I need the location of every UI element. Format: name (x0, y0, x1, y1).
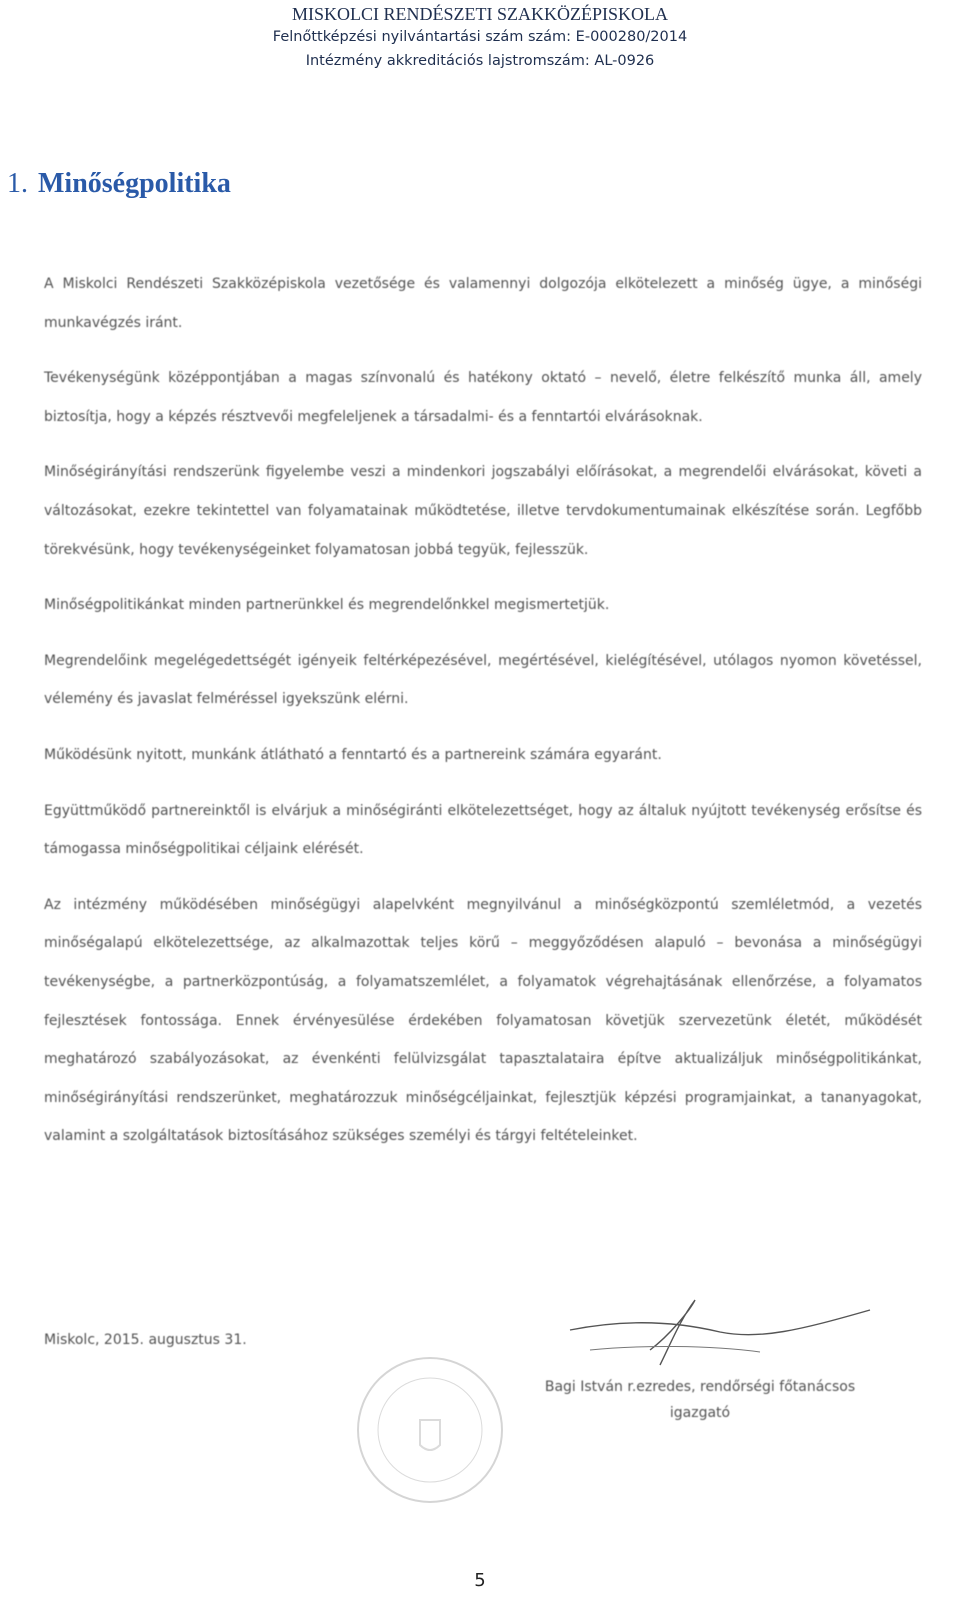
signer-role: igazgató (669, 1405, 731, 1421)
place-and-date: Miskolc, 2015. augusztus 31. (44, 1332, 247, 1348)
page-header (0, 0, 960, 73)
section-number: 1. (7, 168, 28, 199)
paragraph: Tevékenységünk középpontjában a magas színvonalú és hatékony oktató – nevelő, életre felkészítő munka áll, amely biztosítja, hogy a képzés résztvevői megfeleljenek a társadalmi- és a fenntartói elvárásoknak. (44, 370, 922, 425)
signer-block (520, 1374, 880, 1426)
paragraph: Minőségpolitikánkat minden partnerünkkel és megrendelőnkkel megismertetjük. (44, 597, 610, 614)
paragraph: A Miskolci Rendészeti Szakközépiskola vezetősége és valamennyi dolgozója elkötelezett a minőség ügye, a minőségi munkavégzés iránt. (44, 276, 922, 331)
paragraph: Működésünk nyitott, munkánk átlátható a fenntartó és a partnereink számára egyaránt. (44, 746, 662, 763)
section-heading (7, 168, 231, 200)
registration-number: Felnőttképzési nyilvántartási szám szám: E-000280/2014 (272, 29, 688, 45)
paragraph: Együttműködő partnereinktől is elvárjuk a minőségiránti elkötelezettséget, hogy az általuk nyújtott tevékenység erősítse és támogassa minőségpolitikai céljaink elérését. (44, 802, 922, 858)
paragraph: Megrendelőink megelégedettségét igényeik feltérképezésével, megértésével, kielégítésével, utólagos nyomon követéssel, vélemény és javaslat felméréssel igyekszünk elérni. (44, 652, 922, 708)
paragraph: Minőségirányítási rendszerünk figyelembe veszi a mindenkori jogszabályi előírásokat, a megrendelői elvárásokat, követi a változásokat, ezekre tekintettel van folyamatainak működtetése, illetve tervdokumentumainak elkészítése során. Legfőbb törekvésünk, hogy tevékenységeinket folyamatosan jobbá tegyük, fejlesszük. (44, 464, 922, 558)
section-title: Minőségpolitika (38, 168, 231, 199)
accreditation-number: Intézmény akkreditációs lajstromszám: AL-0926 (305, 53, 655, 69)
handwritten-signature (560, 1290, 900, 1380)
page-number: 5 (474, 1570, 486, 1591)
signer-name: Bagi István r.ezredes, rendőrségi főtanácsos (544, 1379, 856, 1395)
scanned-letter-body (44, 265, 922, 1173)
paragraph: Az intézmény működésében minőségügyi alapelvként megnyilvánul a minőségközpontú szemléletmód, a vezetés minőségalapú elkötelezettsége, az alkalmazottak teljes körű – meggyőződésen alapuló – bevonása a minőségügyi tevékenységbe, a partnerközpontúság, a folyamatszemlélet, a folyamatok végrehajtásának ellenőrzése, a folyamatos fejlesztések fontossága. Ennek érvényesülése érdekében folyamatosan követjük szervezetünk életét, működését meghatározó szabályozásokat, az évenkénti felülvizsgálat tapasztalataira építve aktualizáljuk minőségpolitikánkat, minőségirányítási rendszerünket, meghatározzuk minőségcéljainkat, fejlesztjük képzési programjainkat, a tananyagokat, valamint a szolgáltatások biztosításához szükséges személyi és tárgyi feltételeinket. (44, 896, 922, 1145)
official-stamp (350, 1350, 510, 1510)
school-name: MISKOLCI RENDÉSZETI SZAKKÖZÉPISKOLA (292, 4, 668, 24)
